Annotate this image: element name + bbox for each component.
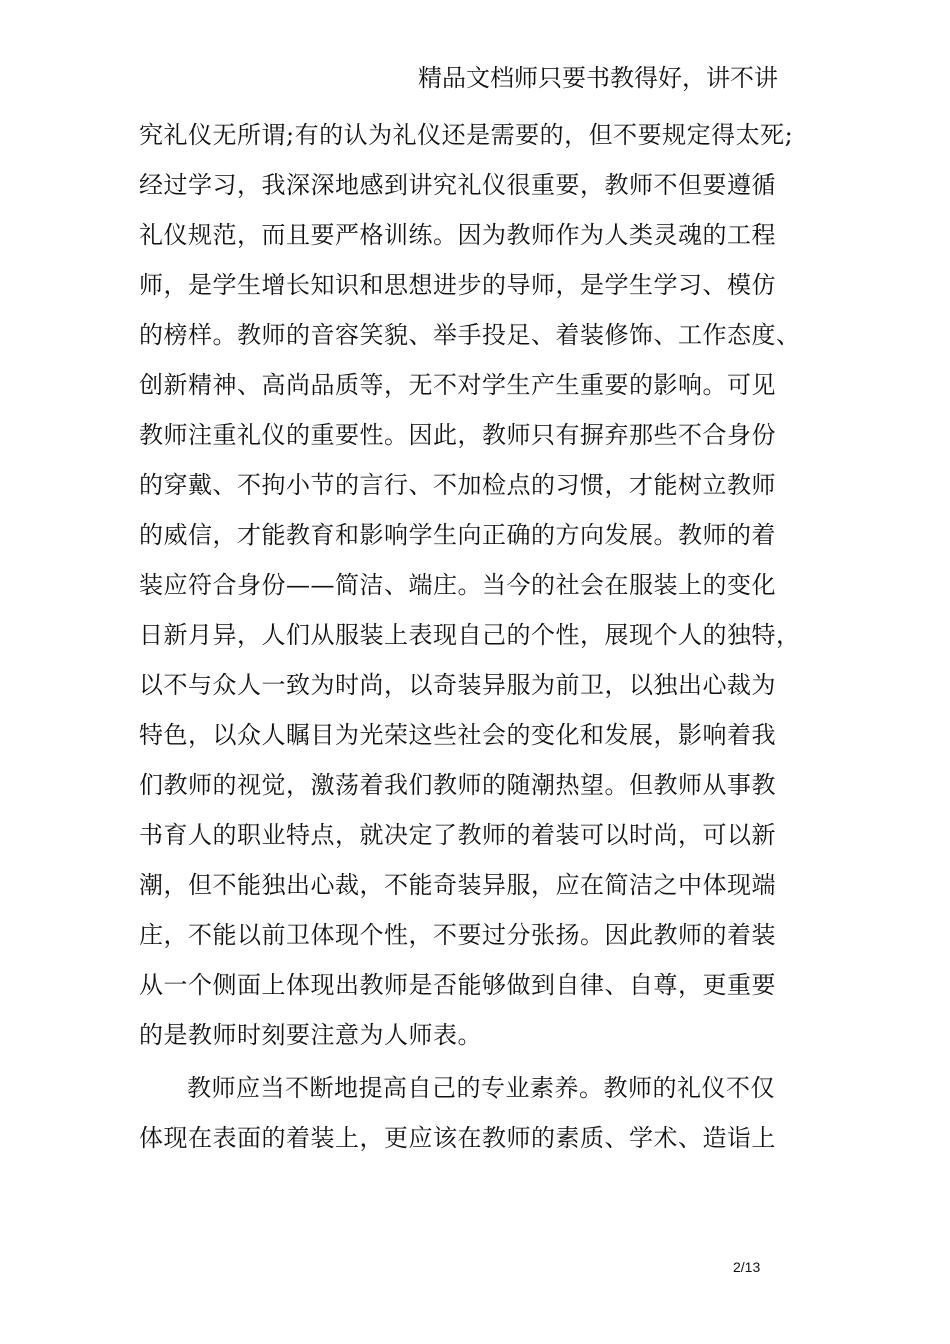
text-line: 以不与众人一致为时尚，以奇装异服为前卫，以独出心裁为: [139, 671, 776, 699]
paragraph-first-line: 教师应当不断地提高自己的专业素养。教师的礼仪不仅: [187, 1074, 775, 1102]
page-number: 2/13: [733, 1259, 761, 1275]
text-line: 究礼仪无所谓;有的认为礼仪还是需要的，但不要规定得太死;: [139, 121, 794, 149]
text-line: 礼仪规范，而且要严格训练。因为教师作为人类灵魂的工程: [139, 221, 776, 249]
text-line: 装应符合身份——简洁、端庄。当今的社会在服装上的变化: [139, 571, 776, 599]
text-line: 从一个侧面上体现出教师是否能够做到自律、自尊，更重要: [139, 971, 776, 999]
page-header-line: 精品文档师只要书教得好，讲不讲: [418, 64, 778, 92]
text-line: 书育人的职业特点，就决定了教师的着装可以时尚，可以新: [139, 821, 776, 849]
text-line: 教师注重礼仪的重要性。因此，教师只有摒弃那些不合身份: [139, 421, 776, 449]
text-line: 的榜样。教师的音容笑貌、举手投足、着装修饰、工作态度、: [139, 321, 801, 349]
document-body: [139, 110, 829, 1163]
text-line: 的威信，才能教育和影响学生向正确的方向发展。教师的着: [139, 521, 776, 549]
text-line: 庄，不能以前卫体现个性，不要过分张扬。因此教师的着装: [139, 921, 776, 949]
text-line: 们教师的视觉，激荡着我们教师的随潮热望。但教师从事教: [139, 771, 776, 799]
text-line: 潮，但不能独出心裁，不能奇装异服，应在简洁之中体现端: [139, 871, 776, 899]
text-line: 体现在表面的着装上，更应该在教师的素质、学术、造诣上: [139, 1124, 776, 1152]
text-line: 的穿戴、不拘小节的言行、不加检点的习惯，才能树立教师: [139, 471, 776, 499]
text-line: 经过学习，我深深地感到讲究礼仪很重要，教师不但要遵循: [139, 171, 776, 199]
text-line: 日新月异，人们从服装上表现自己的个性，展现个人的独特，: [139, 621, 801, 649]
text-line: 创新精神、高尚品质等，无不对学生产生重要的影响。可见: [139, 371, 776, 399]
text-line: 的是教师时刻要注意为人师表。: [139, 1021, 482, 1049]
text-line: 特色，以众人瞩目为光荣这些社会的变化和发展，影响着我: [139, 721, 776, 749]
text-line: 师，是学生增长知识和思想进步的导师，是学生学习、模仿: [139, 271, 776, 299]
